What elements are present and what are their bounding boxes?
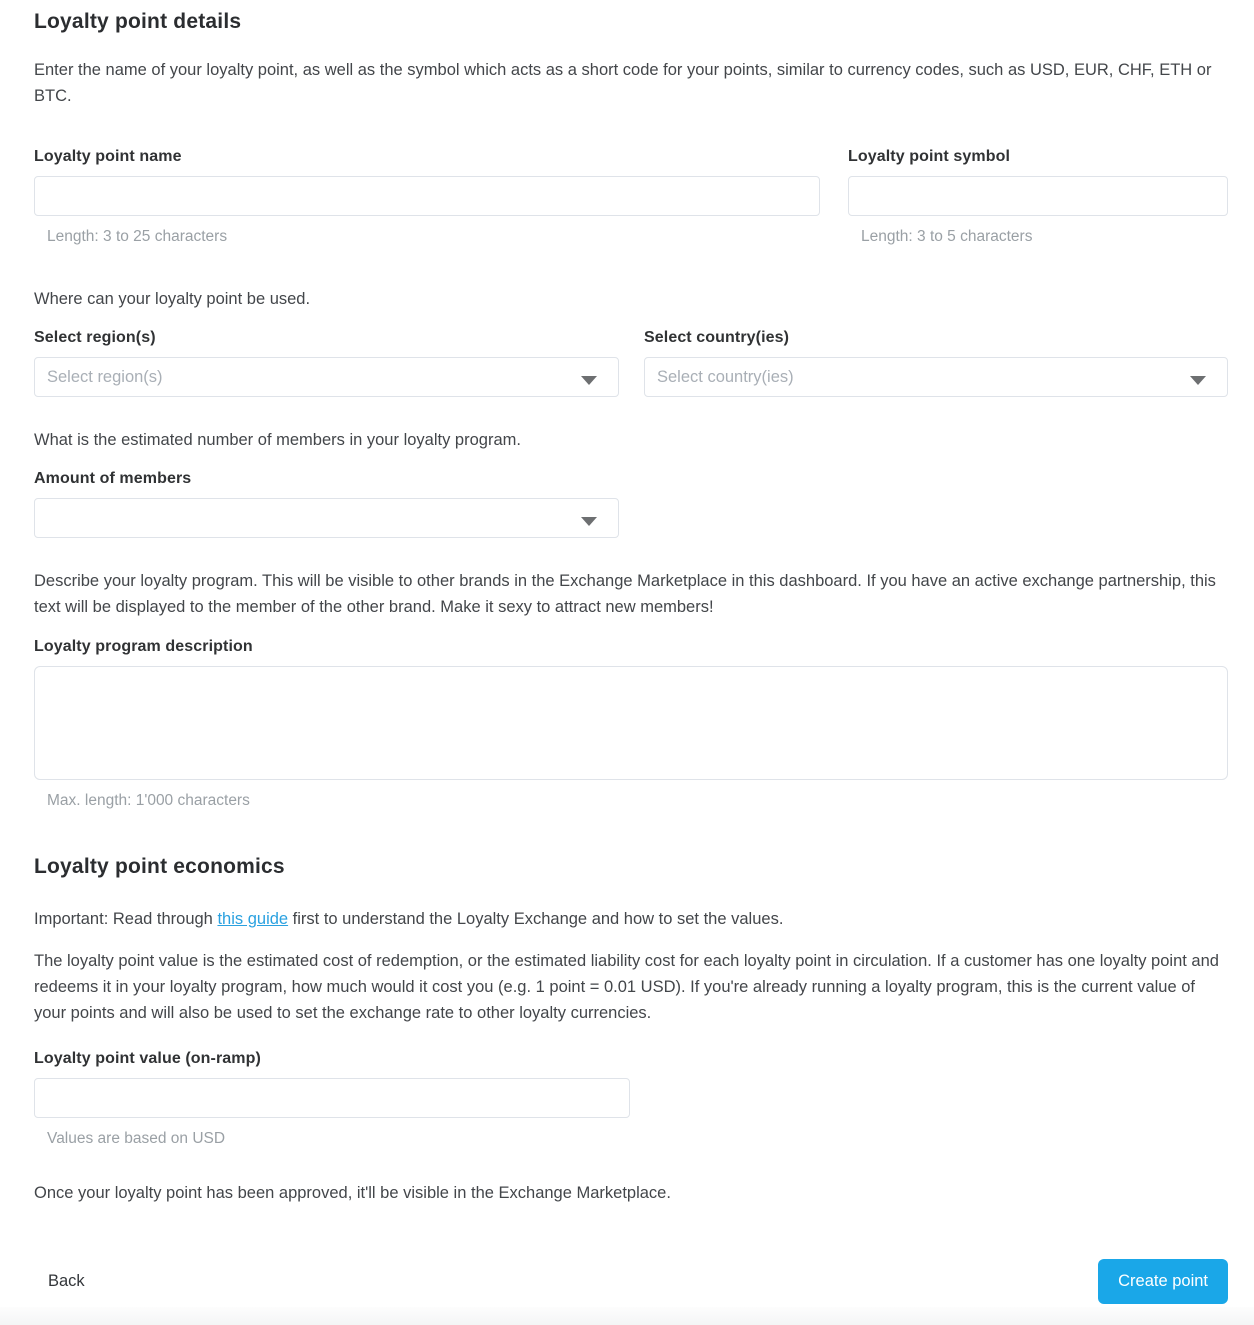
members-field-group bbox=[34, 468, 619, 538]
country-select[interactable] bbox=[644, 357, 1228, 397]
form-actions bbox=[34, 1259, 1228, 1304]
intro-text: Enter the name of your loyalty point, as well as the symbol which acts as a short code for your points, similar to currency codes, such as USD, EUR, CHF, ETH or BTC. bbox=[34, 61, 1212, 105]
back-button[interactable]: Back bbox=[48, 1262, 85, 1301]
region-country-row bbox=[34, 327, 1228, 397]
region-field-label: Select region(s) bbox=[34, 329, 156, 346]
symbol-field-hint: Length: 3 to 5 characters bbox=[861, 228, 1033, 245]
chevron-down-icon bbox=[581, 376, 597, 385]
important-prefix: Important: Read through bbox=[34, 910, 218, 928]
description-field-group bbox=[34, 636, 1228, 811]
program-description-textarea[interactable] bbox=[34, 666, 1228, 780]
description-field-hint: Max. length: 1'000 characters bbox=[47, 792, 250, 809]
create-point-button[interactable]: Create point bbox=[1098, 1259, 1228, 1304]
this-guide-link[interactable]: this guide bbox=[217, 910, 289, 928]
name-field-group bbox=[34, 146, 820, 247]
value-field-group bbox=[34, 1048, 1228, 1149]
chevron-down-icon bbox=[1190, 376, 1206, 385]
members-select[interactable] bbox=[34, 498, 619, 538]
symbol-field-group bbox=[848, 146, 1228, 247]
country-select-placeholder: Select country(ies) bbox=[657, 367, 794, 386]
symbol-field-label: Loyalty point symbol bbox=[848, 148, 1011, 165]
page-title: Loyalty point details bbox=[34, 10, 242, 33]
members-field-label: Amount of members bbox=[34, 470, 192, 487]
loyalty-point-name-input[interactable] bbox=[34, 176, 820, 216]
economics-title: Loyalty point economics bbox=[34, 855, 285, 878]
important-note-text bbox=[34, 906, 1228, 932]
members-question-text: What is the estimated number of members in your loyalty program. bbox=[34, 431, 521, 449]
region-select-placeholder: Select region(s) bbox=[47, 367, 163, 386]
name-field-label: Loyalty point name bbox=[34, 148, 182, 165]
point-value-explainer-text: The loyalty point value is the estimated cost of redemption, or the estimated liability cost for each loyalty point in circulation. If a customer has one loyalty point and redeems it in your loyalty program, how much would it cost you (e.g. 1 point = 0.01 USD). If you're already running a loyalty program, this is the current value of your points and will also be used to set the exchange rate to other loyalty currencies. bbox=[34, 952, 1219, 1022]
describe-program-text: Describe your loyalty program. This will be visible to other brands in the Exchange Marketplace in this dashboard. If you have an active exchange partnership, this text will be displayed to the member of the other brand. Make it sexy to attract new members! bbox=[34, 572, 1216, 616]
description-field-label: Loyalty program description bbox=[34, 638, 253, 655]
country-field-label: Select country(ies) bbox=[644, 329, 790, 346]
bottom-strip bbox=[0, 1307, 1254, 1325]
region-select[interactable] bbox=[34, 357, 619, 397]
name-symbol-row bbox=[34, 146, 1228, 247]
value-field-label: Loyalty point value (on-ramp) bbox=[34, 1050, 261, 1067]
important-suffix: first to understand the Loyalty Exchange and how to set the values. bbox=[288, 910, 784, 928]
loyalty-point-symbol-input[interactable] bbox=[848, 176, 1228, 216]
region-field-group bbox=[34, 327, 619, 397]
chevron-down-icon bbox=[581, 517, 597, 526]
where-used-text: Where can your loyalty point be used. bbox=[34, 290, 311, 308]
country-field-group bbox=[644, 327, 1228, 397]
name-field-hint: Length: 3 to 25 characters bbox=[47, 228, 228, 245]
value-field-hint: Values are based on USD bbox=[47, 1130, 226, 1147]
approved-note-text: Once your loyalty point has been approved, it'll be visible in the Exchange Marketplace. bbox=[34, 1184, 671, 1202]
point-value-input[interactable] bbox=[34, 1078, 630, 1118]
